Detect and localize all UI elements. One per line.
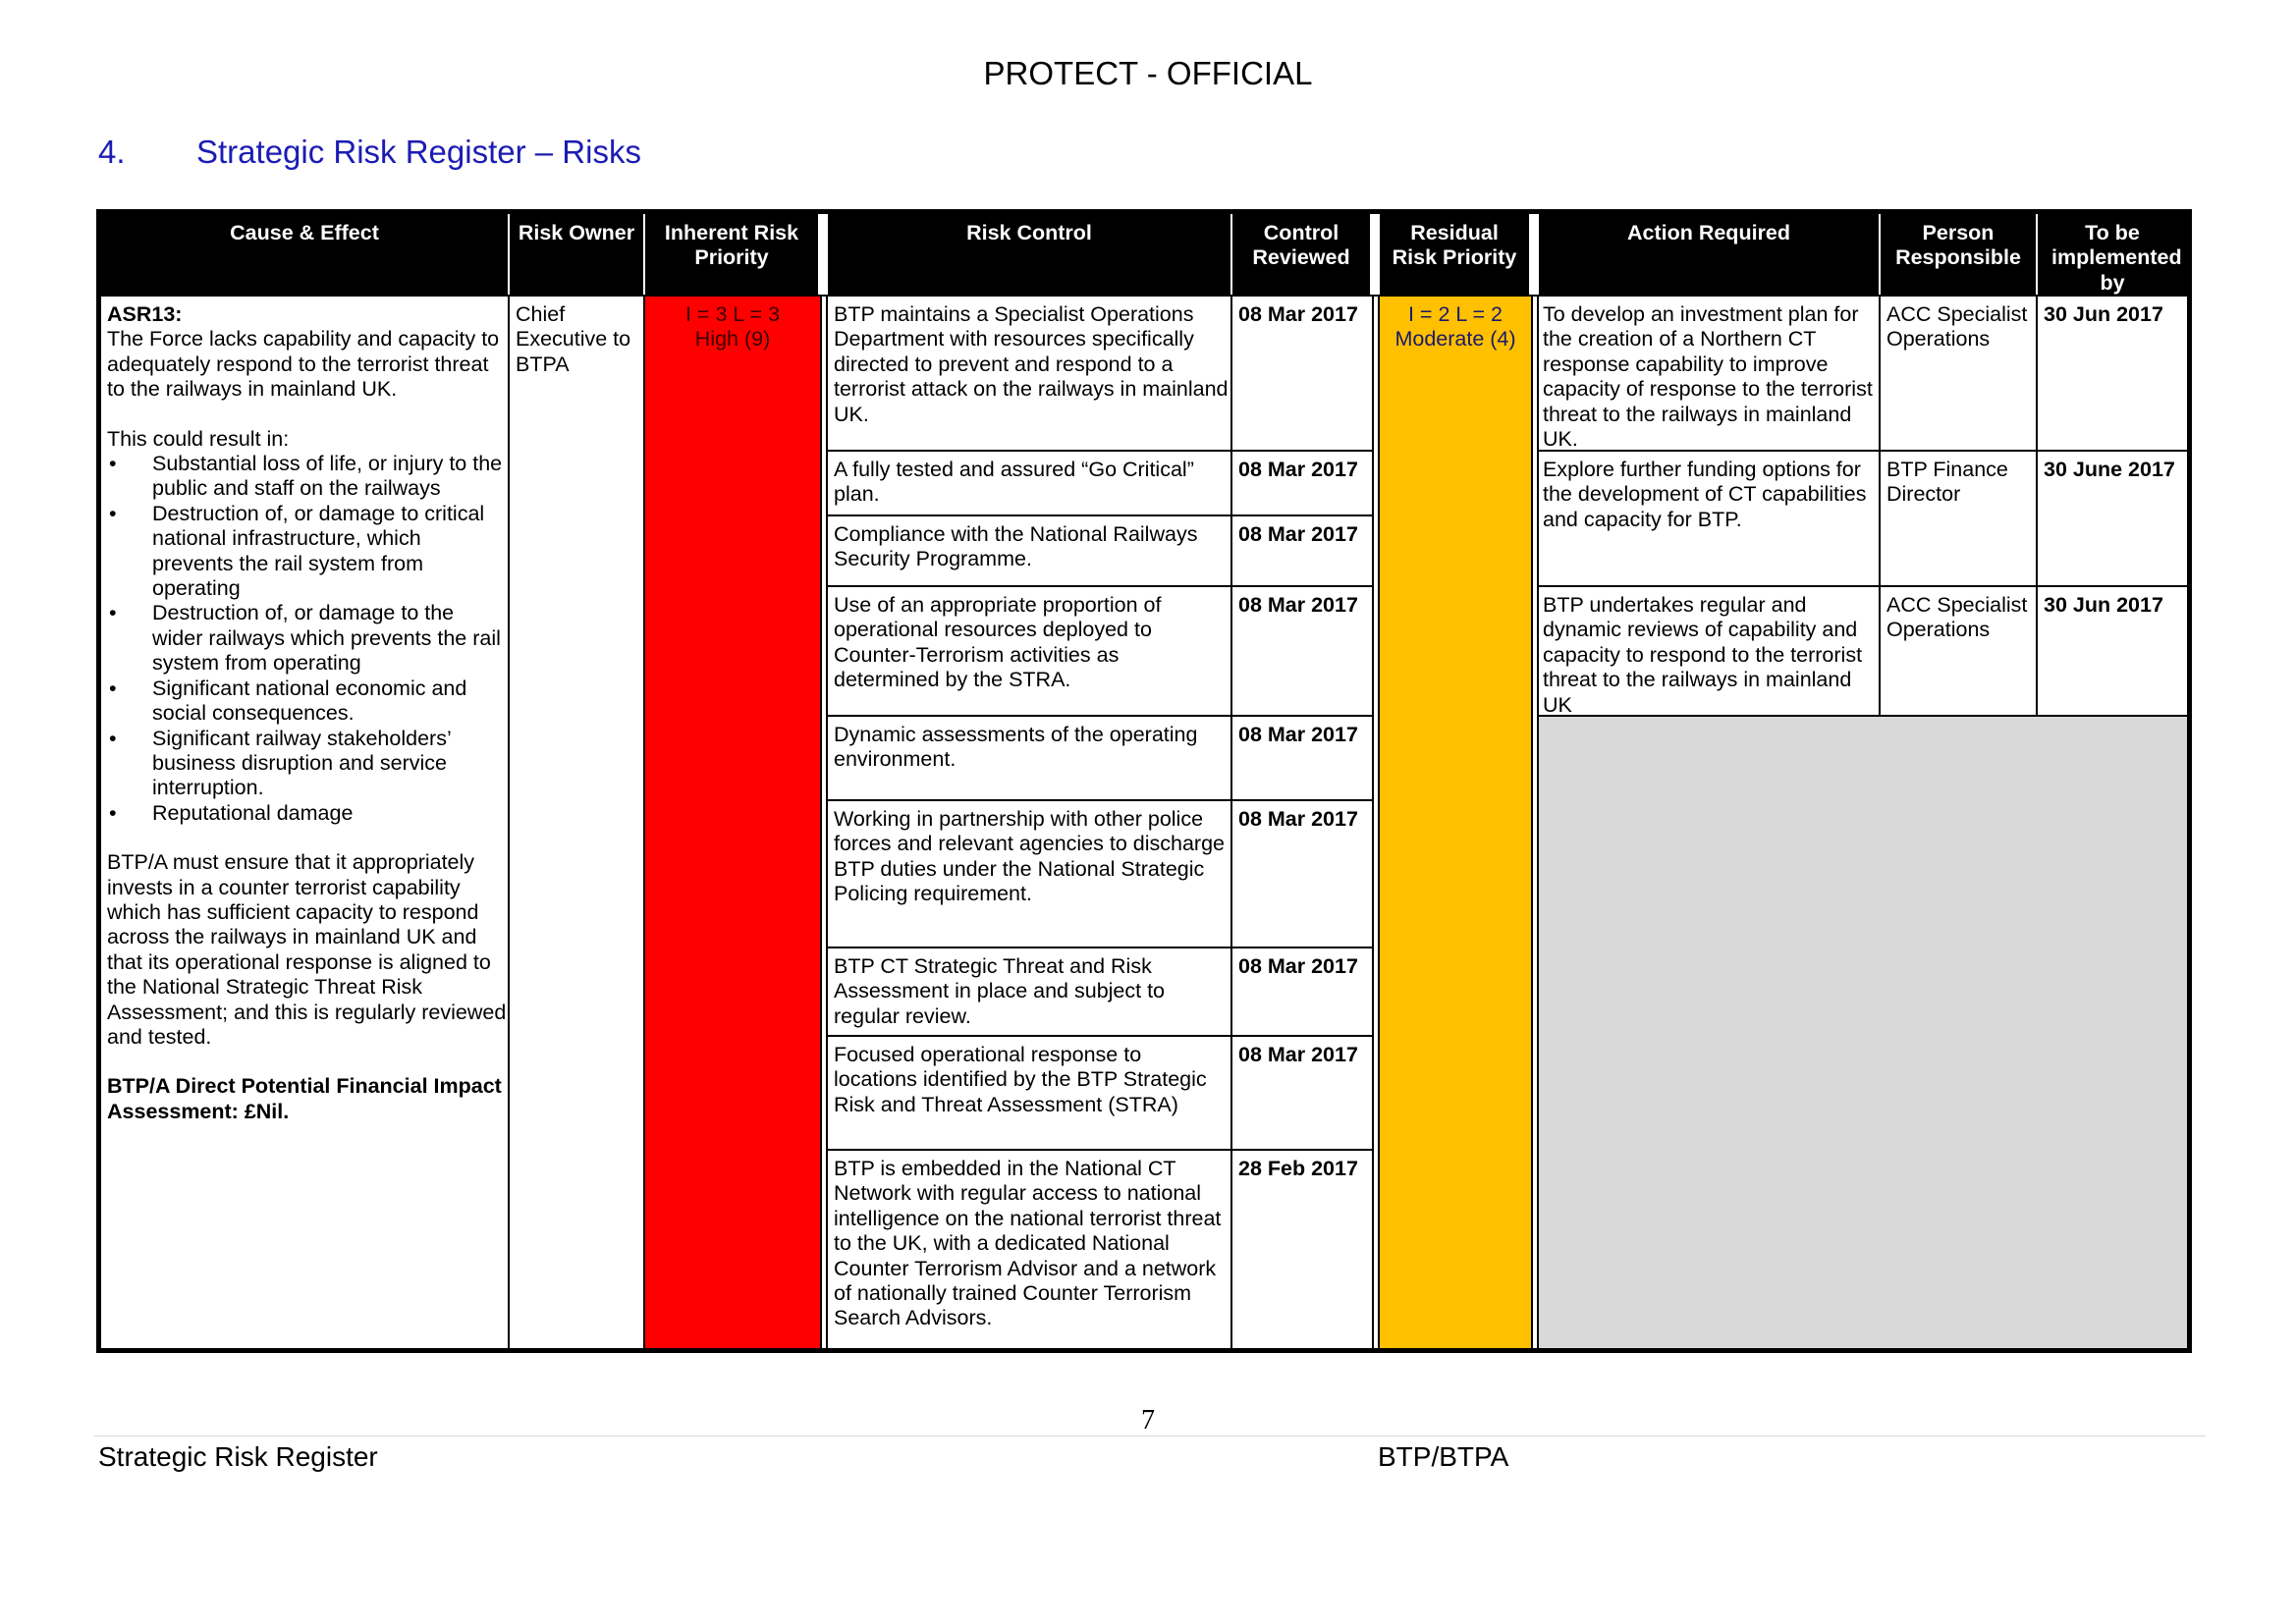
header-gap-2 <box>1372 214 1376 295</box>
header-gap-3 <box>1531 214 1535 295</box>
action-text: Explore further funding options for the development of CT capabilities and capacity for BTP. <box>1543 458 1867 531</box>
risk-description: The Force lacks capability and capacity to adequately respond to the terrorist threat to the railways in mainland UK. <box>107 327 500 402</box>
col-header-cause-effect: Cause & Effect <box>101 214 508 295</box>
list-item: • Substantial loss of life, or injury to the public and staff on the railways <box>107 452 508 502</box>
control-reviewed-date: 08 Mar 2017 <box>1238 1043 1358 1066</box>
control-reviewed-date: 28 Feb 2017 <box>1238 1157 1358 1180</box>
control-reviewed-date: 08 Mar 2017 <box>1238 302 1358 326</box>
row-divider <box>828 514 1372 516</box>
control-text: BTP is embedded in the National CT Network with regular access to national intelligence on the national terrorist threat to the UK, with a dedicated National Counter Terrorism Advisor and a network of nationally trained Counter Terrorism Search Advisors. <box>834 1157 1222 1330</box>
inherent-priority-fill <box>645 297 820 1348</box>
col-divider <box>643 295 645 1348</box>
residual-level: Moderate (4) <box>1394 327 1516 352</box>
inherent-score: I = 3 L = 3 <box>684 302 781 326</box>
control-reviewed-date: 08 Mar 2017 <box>1238 807 1358 831</box>
col-divider <box>508 295 510 1348</box>
cause-effect-cell <box>107 302 508 1124</box>
header-bottom-rule <box>101 295 2187 297</box>
risk-owner: Chief Executive to BTPA <box>516 302 631 376</box>
control-text: BTP CT Strategic Threat and Risk Assessment in place and subject to regular review. <box>834 954 1166 1028</box>
control-text: BTP maintains a Specialist Operations Department with resources specifically directed to prevent and respond to a terrorist attack on the railways in mainland UK. <box>834 302 1229 426</box>
page-number: 7 <box>1141 1405 1155 1435</box>
control-reviewed-date: 08 Mar 2017 <box>1238 723 1358 746</box>
col-divider <box>1372 295 1374 1348</box>
col-header-person-responsible: Person Responsible <box>1881 214 2036 295</box>
row-divider <box>828 1035 1372 1037</box>
control-text: Compliance with the National Railways Security Programme. <box>834 522 1198 571</box>
col-divider <box>826 295 828 1348</box>
col-divider <box>1230 295 1232 1348</box>
row-divider <box>828 1149 1372 1151</box>
control-text: A fully tested and assured “Go Critical” plan. <box>834 458 1194 507</box>
col-divider <box>1531 295 1533 1348</box>
col-header-action-required: Action Required <box>1539 214 1879 295</box>
section-heading <box>98 134 641 171</box>
risk-id: ASR13: <box>107 302 183 326</box>
list-item: • Significant railway stakeholders’ business disruption and service interruption. <box>107 727 508 801</box>
row-divider <box>828 715 1372 717</box>
row-divider <box>828 450 1372 452</box>
col-divider <box>820 295 822 1348</box>
list-item: • Significant national economic and social consequences. <box>107 677 508 727</box>
col-header-residual-priority: Residual Risk Priority <box>1380 214 1529 295</box>
control-text: Dynamic assessments of the operating environment. <box>834 723 1198 772</box>
footer-divider <box>94 1435 2206 1436</box>
residual-priority <box>1380 302 1531 352</box>
col-header-control-reviewed: Control Reviewed <box>1232 214 1370 295</box>
control-text: Focused operational response to locations identified by the BTP Strategic Risk and Threat Assessment (STRA) <box>834 1043 1207 1116</box>
risk-result-intro: This could result in: <box>107 426 290 451</box>
residual-priority-fill <box>1380 297 1531 1348</box>
control-text: Working in partnership with other police forces and relevant agencies to discharge BTP duties under the National Strategic Policing requirement. <box>834 807 1225 906</box>
inherent-level: High (9) <box>694 327 771 352</box>
row-divider <box>828 585 1372 587</box>
footer-organisation: BTP/BTPA <box>1378 1441 1509 1472</box>
control-reviewed-date: 08 Mar 2017 <box>1238 954 1358 978</box>
action-person: ACC Specialist Operations <box>1886 302 2028 352</box>
empty-action-area <box>1539 717 2187 1348</box>
control-reviewed-date: 08 Mar 2017 <box>1238 593 1358 617</box>
section-title: Strategic Risk Register – Risks <box>196 134 641 170</box>
action-text: BTP undertakes regular and dynamic reviews of capability and capacity to respond to the terrorist threat to the railways in mainland UK <box>1543 593 1863 717</box>
col-header-risk-owner: Risk Owner <box>510 214 643 295</box>
risk-obligation: BTP/A must ensure that it appropriately invests in a counter terrorist capability which has sufficient capacity to respond across the railways in mainland UK and that its operational response is aligned to the National Strategic Threat Risk Assessment; and this is regularly reviewed and tested. <box>107 850 507 1049</box>
action-person: BTP Finance Director <box>1886 458 2008 507</box>
col-header-inherent-priority: Inherent Risk Priority <box>645 214 818 295</box>
action-due-date: 30 Jun 2017 <box>2044 302 2163 326</box>
section-number: 4. <box>98 134 126 170</box>
col-divider <box>1879 295 1881 717</box>
col-divider <box>1378 295 1380 1348</box>
inherent-priority <box>645 302 820 352</box>
row-divider <box>828 947 1372 948</box>
col-divider <box>2036 295 2038 717</box>
col-header-implement-by: To be implemented by <box>2038 214 2187 295</box>
row-divider <box>828 799 1372 801</box>
action-text: To develop an investment plan for the creation of a Northern CT response capability to improve capacity of response to the terrorist threat to the railways in mainland UK. <box>1543 302 1873 452</box>
risk-register-table <box>96 209 2192 1353</box>
list-item: • Destruction of, or damage to critical national infrastructure, which prevents the rail system from operating <box>107 502 508 602</box>
risk-results-list <box>107 452 508 826</box>
action-row-divider <box>1539 585 2187 587</box>
control-reviewed-date: 08 Mar 2017 <box>1238 458 1358 481</box>
residual-score: I = 2 L = 2 <box>1407 302 1503 326</box>
list-item: • Destruction of, or damage to the wider railways which prevents the rail system from operating <box>107 601 508 676</box>
list-item: • Reputational damage <box>107 801 508 826</box>
col-divider <box>1537 295 1539 1348</box>
action-due-date: 30 June 2017 <box>2044 458 2175 481</box>
action-person: ACC Specialist Operations <box>1886 593 2028 642</box>
action-due-date: 30 Jun 2017 <box>2044 593 2163 617</box>
header-gap-1 <box>820 214 824 295</box>
protective-marking: PROTECT - OFFICIAL <box>983 55 1313 91</box>
control-reviewed-date: 08 Mar 2017 <box>1238 522 1358 546</box>
footer-document-title: Strategic Risk Register <box>98 1441 378 1472</box>
col-header-risk-control: Risk Control <box>828 214 1230 295</box>
financial-impact: BTP/A Direct Potential Financial Impact Assessment: £Nil. <box>107 1074 502 1123</box>
control-text: Use of an appropriate proportion of operational resources deployed to Counter-Terrorism activities as determined by the STRA. <box>834 593 1162 692</box>
